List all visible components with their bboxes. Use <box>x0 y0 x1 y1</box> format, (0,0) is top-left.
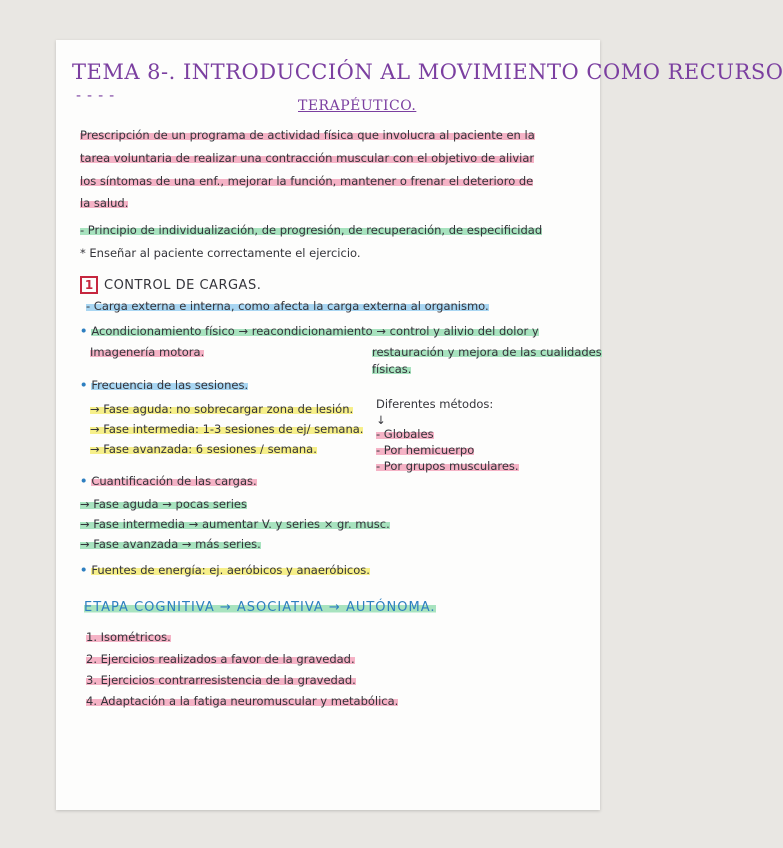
intro-line-4: la salud. <box>80 196 129 210</box>
carga-line: - Carga externa e interna, como afecta la carga externa al organismo. <box>86 299 489 313</box>
bullet-icon: • <box>80 378 88 392</box>
metodo-item-1: - Globales <box>376 427 434 441</box>
frecuencia-head: • Frecuencia de las sesiones. <box>80 378 249 392</box>
intro-line-3: los síntomas de una enf., mejorar la función, mantener o frenar el deterioro de <box>80 174 534 188</box>
title-underline-dashes: ---- <box>76 88 121 104</box>
section-1-heading <box>80 274 261 294</box>
metodo-item-3: - Por grupos musculares. <box>376 459 519 473</box>
bullet-icon: • <box>80 563 88 577</box>
acond-line-1: • Acondicionamiento físico → reacondicionamiento → control y alivio del dolor y <box>80 324 539 338</box>
cuantificacion-head: • Cuantificación de las cargas. <box>80 474 257 488</box>
intro-line-1: Prescripción de un programa de actividad física que involucra al paciente en la <box>80 128 535 142</box>
acond-line-3: físicas. <box>372 362 412 376</box>
frecuencia-item-3: → Fase avanzada: 6 sesiones / semana. <box>90 442 317 456</box>
frecuencia-item-2: → Fase intermedia: 1-3 sesiones de ej/ semana. <box>90 422 364 436</box>
cuantificacion-item-1: → Fase aguda → pocas series <box>80 497 247 511</box>
page-title-line2: TERAPÉUTICO. <box>298 98 417 114</box>
etapa-item-1: 1. Isométricos. <box>86 630 171 644</box>
cuantificacion-item-3: → Fase avanzada → más series. <box>80 537 261 551</box>
etapa-item-4: 4. Adaptación a la fatiga neuromuscular y metabólica. <box>86 694 399 708</box>
section-number-box: 1 <box>80 276 98 294</box>
fuentes-line: • Fuentes de energía: ej. aeróbicos y anaeróbicos. <box>80 563 370 577</box>
etapa-line: ETAPA COGNITIVA → ASOCIATIVA → AUTÓNOMA. <box>84 600 436 615</box>
metodos-arrow-icon: ↓ <box>376 413 386 427</box>
acond-line-2: Imagenería motora. <box>90 345 205 359</box>
etapa-item-3: 3. Ejercicios contrarresistencia de la gravedad. <box>86 673 356 687</box>
cuantificacion-item-2: → Fase intermedia → aumentar V. y series × gr. musc. <box>80 517 390 531</box>
section-title: CONTROL DE CARGAS. <box>104 278 262 293</box>
teach-exercise-line: * Enseñar al paciente correctamente el ejercicio. <box>80 246 361 260</box>
page-title: TEMA 8-. INTRODUCCIÓN AL MOVIMIENTO COMO RECURSO <box>72 60 783 84</box>
metodo-item-2: - Por hemicuerpo <box>376 443 475 457</box>
principles-line: - Principio de individualización, de progresión, de recuperación, de especificidad <box>80 223 543 237</box>
frecuencia-item-1: → Fase aguda: no sobrecargar zona de lesión. <box>90 402 354 416</box>
bullet-icon: • <box>80 474 88 488</box>
etapa-item-2: 2. Ejercicios realizados a favor de la gravedad. <box>86 652 355 666</box>
acond-line-2b: restauración y mejora de las cualidades <box>372 345 602 359</box>
metodos-head: Diferentes métodos: <box>376 397 494 411</box>
bullet-icon: • <box>80 324 88 338</box>
intro-line-2: tarea voluntaria de realizar una contracción muscular con el objetivo de aliviar <box>80 151 535 165</box>
